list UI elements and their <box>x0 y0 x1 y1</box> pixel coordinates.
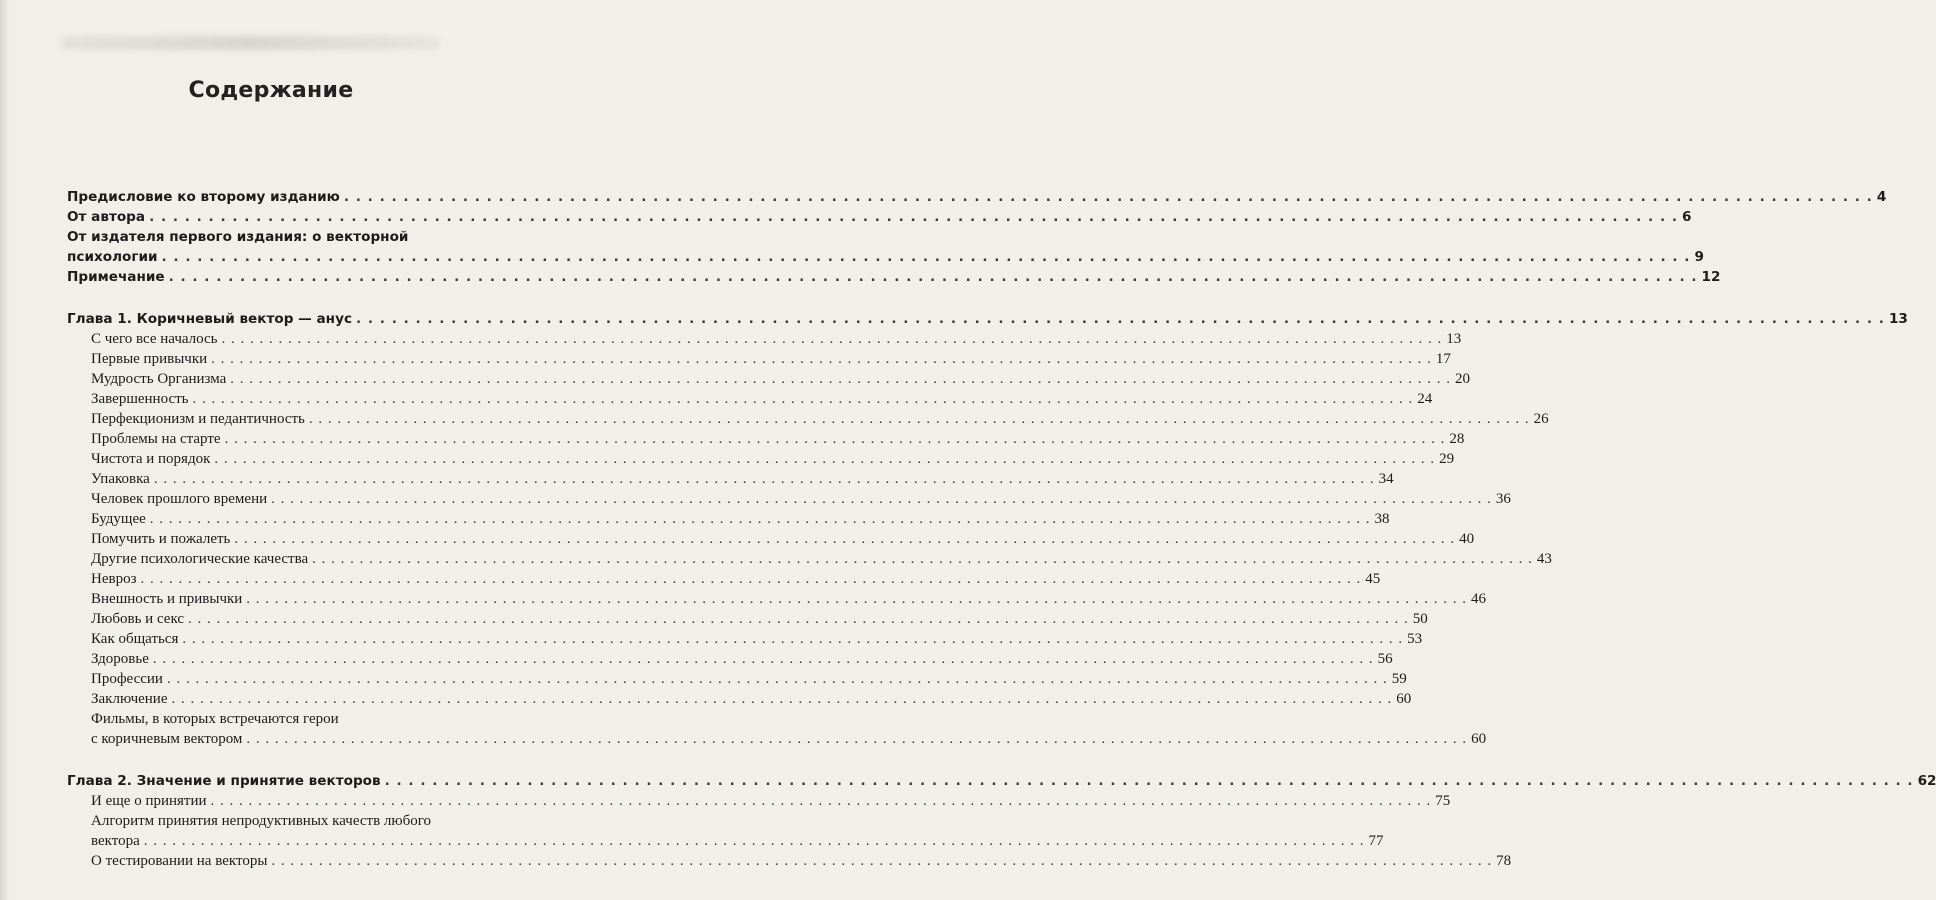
toc-page-number: 59 <box>1391 671 1407 687</box>
dot-leader <box>172 689 1393 709</box>
toc-entry-line <box>91 709 510 729</box>
toc-page-number: 56 <box>1377 651 1393 667</box>
toc-entry[interactable] <box>91 529 1475 549</box>
toc-entry-line <box>91 509 1390 529</box>
front-matter-section <box>0 187 1887 287</box>
toc-entry[interactable] <box>91 549 1552 569</box>
toc-page-number: 4 <box>1876 189 1887 205</box>
toc-entry-title: Человек прошлого времени <box>91 491 268 507</box>
toc-entry-line <box>67 267 1720 287</box>
toc-entry[interactable] <box>91 791 1451 811</box>
toc-page-number: 75 <box>1435 793 1451 809</box>
toc-entry[interactable] <box>91 449 1455 469</box>
toc-entry[interactable] <box>91 489 1511 509</box>
toc-page-number: 38 <box>1374 511 1390 527</box>
dot-leader <box>188 609 1409 629</box>
toc-entry[interactable] <box>91 649 1393 669</box>
toc-entry[interactable] <box>91 389 1433 409</box>
toc-entry-title: И еще о принятии <box>91 793 207 809</box>
toc-entry[interactable] <box>91 589 1487 609</box>
toc-entry[interactable] <box>91 349 1451 369</box>
toc-page-number: 24 <box>1417 391 1433 407</box>
toc-entry[interactable] <box>91 811 1384 851</box>
toc-page-number: 78 <box>1496 853 1512 869</box>
chapter-2-section <box>0 771 1936 871</box>
dot-leader <box>169 267 1698 287</box>
dot-leader <box>153 649 1374 669</box>
toc-entry-title: Первые привычки <box>91 351 208 367</box>
toc-entry-title: Помучить и пожалеть <box>91 531 231 547</box>
toc-entry-line <box>91 629 1422 649</box>
toc-entry-title: Другие психологические качества <box>91 551 309 567</box>
toc-page-number: 20 <box>1455 371 1471 387</box>
dot-leader <box>144 831 1365 851</box>
toc-entry-line <box>67 247 1704 267</box>
toc-entry-title: Фильмы, в которых встречаются герои <box>91 711 339 727</box>
toc-entry[interactable] <box>91 851 1512 871</box>
toc-entry-line <box>91 329 1461 349</box>
toc-page-number: 17 <box>1435 351 1451 367</box>
toc-entry-line <box>91 429 1464 449</box>
toc-entry-title: Упаковка <box>91 471 150 487</box>
toc-entry-line <box>91 389 1432 409</box>
toc-page-number: 9 <box>1694 249 1704 265</box>
toc-page-number: 60 <box>1396 691 1412 707</box>
toc-entry-line <box>91 369 1470 389</box>
toc-entry-line <box>67 771 1936 791</box>
toc-entry-title: Заключение <box>91 691 168 707</box>
dot-leader <box>246 729 1467 749</box>
toc-entry-title: Чистота и порядок <box>91 451 211 467</box>
toc-entry-title: Невроз <box>91 571 137 587</box>
toc-page-number: 13 <box>1888 311 1908 327</box>
toc-page-number: 6 <box>1682 209 1692 225</box>
dot-leader <box>234 529 1455 549</box>
toc-entry-line <box>91 569 1380 589</box>
dot-leader <box>230 369 1451 389</box>
toc-page-number: 53 <box>1407 631 1423 647</box>
toc-entry[interactable] <box>91 629 1423 649</box>
toc-entry-title: Будущее <box>91 511 146 527</box>
toc-entry[interactable] <box>91 609 1428 629</box>
toc-entry-line <box>67 207 1691 227</box>
toc-page-number: 29 <box>1439 451 1455 467</box>
toc-entry-title: Примечание <box>67 269 165 285</box>
toc-entry[interactable] <box>91 569 1381 589</box>
toc-entry-title: Внешность и привычки <box>91 591 243 607</box>
toc-entry-title: с коричневым вектором <box>91 731 243 747</box>
toc-entry-line <box>91 549 1552 569</box>
toc-page-number: 36 <box>1495 491 1511 507</box>
toc-entry-line <box>91 449 1454 469</box>
faint-bleed-through <box>60 36 440 50</box>
toc-entry[interactable] <box>91 329 1462 349</box>
toc-heading[interactable] <box>67 771 1936 791</box>
toc-entry-title: Профессии <box>91 671 163 687</box>
toc-entry[interactable] <box>91 689 1412 709</box>
dot-leader <box>246 589 1467 609</box>
toc-entry-line <box>67 227 510 247</box>
dot-leader <box>167 669 1388 689</box>
dot-leader <box>149 207 1678 227</box>
toc-entry-line <box>91 729 1487 749</box>
chapter-1-section <box>0 309 1908 749</box>
toc-entry-title: Как общаться <box>91 631 179 647</box>
section-gap <box>0 287 542 309</box>
toc-entry-title: Перфекционизм и педантичность <box>91 411 305 427</box>
toc-page-number: 26 <box>1533 411 1549 427</box>
toc-page-number: 28 <box>1449 431 1465 447</box>
toc-entry-line <box>91 609 1428 629</box>
toc-entry-title: Глава 1. Коричневый вектор — анус <box>67 311 352 327</box>
toc-heading[interactable] <box>67 309 1908 329</box>
toc-entry-title: Проблемы на старте <box>91 431 221 447</box>
toc-entry-line <box>91 469 1394 489</box>
dot-leader <box>271 851 1492 871</box>
toc-page-number: 43 <box>1536 551 1552 567</box>
toc-entry-title: О тестировании на векторы <box>91 853 268 869</box>
toc-entry-line <box>91 649 1393 669</box>
toc-entry[interactable] <box>91 409 1549 429</box>
toc-entry-line <box>91 689 1411 709</box>
dot-leader <box>344 187 1873 207</box>
toc-entry-line <box>67 187 1886 207</box>
toc-page-number: 77 <box>1368 833 1384 849</box>
dot-leader <box>154 469 1375 489</box>
toc-heading[interactable] <box>67 267 1721 287</box>
toc-page-number: 50 <box>1412 611 1428 627</box>
dot-leader <box>312 549 1533 569</box>
toc-entry-title: Здоровье <box>91 651 149 667</box>
toc-entry[interactable] <box>91 469 1394 489</box>
dot-leader <box>271 489 1492 509</box>
dot-leader <box>141 569 1362 589</box>
toc-page-number: 46 <box>1471 591 1487 607</box>
toc-entry-line <box>91 409 1549 429</box>
toc-page-number: 34 <box>1378 471 1394 487</box>
table-of-contents <box>0 187 1936 871</box>
dot-leader <box>214 449 1435 469</box>
toc-entry[interactable] <box>91 509 1390 529</box>
toc-entry-line <box>91 811 510 831</box>
dot-leader <box>162 247 1691 267</box>
dot-leader <box>211 791 1432 811</box>
section-gap <box>0 749 542 771</box>
toc-entry[interactable] <box>91 369 1471 389</box>
toc-page-number: 45 <box>1365 571 1381 587</box>
toc-entry-line <box>91 489 1511 509</box>
page-title: Содержание <box>188 78 354 103</box>
toc-entry-title: От издателя первого издания: о векторной <box>67 229 409 245</box>
toc-entry-title: С чего все началось <box>91 331 218 347</box>
dot-leader <box>356 309 1885 329</box>
toc-entry-line <box>91 831 1384 851</box>
toc-page-number: 40 <box>1459 531 1475 547</box>
toc-entry-title: Любовь и секс <box>91 611 185 627</box>
toc-entry-title: вектора <box>91 833 140 849</box>
toc-entry-line <box>91 349 1451 369</box>
toc-entry-title: От автора <box>67 209 146 225</box>
toc-entry-title: Завершенность <box>91 391 189 407</box>
toc-heading[interactable] <box>67 227 1704 267</box>
toc-entry-line <box>91 851 1511 871</box>
toc-entry-title: Предисловие ко второму изданию <box>67 189 340 205</box>
dot-leader <box>385 771 1914 791</box>
toc-page-number: 12 <box>1701 269 1721 285</box>
dot-leader <box>182 629 1403 649</box>
toc-entry-title: Мудрость Организма <box>91 371 227 387</box>
dot-leader <box>309 409 1530 429</box>
toc-entry-line <box>91 791 1450 811</box>
dot-leader <box>150 509 1371 529</box>
dot-leader <box>222 329 1443 349</box>
toc-entry[interactable] <box>91 669 1407 689</box>
toc-entry-title: Алгоритм принятия непродуктивных качеств любого <box>91 813 431 829</box>
toc-page-number: 13 <box>1446 331 1462 347</box>
toc-entry-title: Глава 2. Значение и принятие векторов <box>67 773 381 789</box>
toc-entry[interactable] <box>91 709 1487 749</box>
toc-entry[interactable] <box>91 429 1465 449</box>
toc-entry-title: психологии <box>67 249 158 265</box>
toc-entry-line <box>67 309 1908 329</box>
toc-page-number: 62 <box>1917 773 1936 789</box>
toc-heading[interactable] <box>67 187 1887 207</box>
dot-leader <box>211 349 1432 369</box>
dot-leader <box>193 389 1414 409</box>
toc-entry-line <box>91 529 1474 549</box>
dot-leader <box>225 429 1446 449</box>
toc-entry-line <box>91 589 1486 609</box>
toc-heading[interactable] <box>67 207 1692 227</box>
toc-entry-line <box>91 669 1407 689</box>
toc-page-number: 60 <box>1471 731 1487 747</box>
